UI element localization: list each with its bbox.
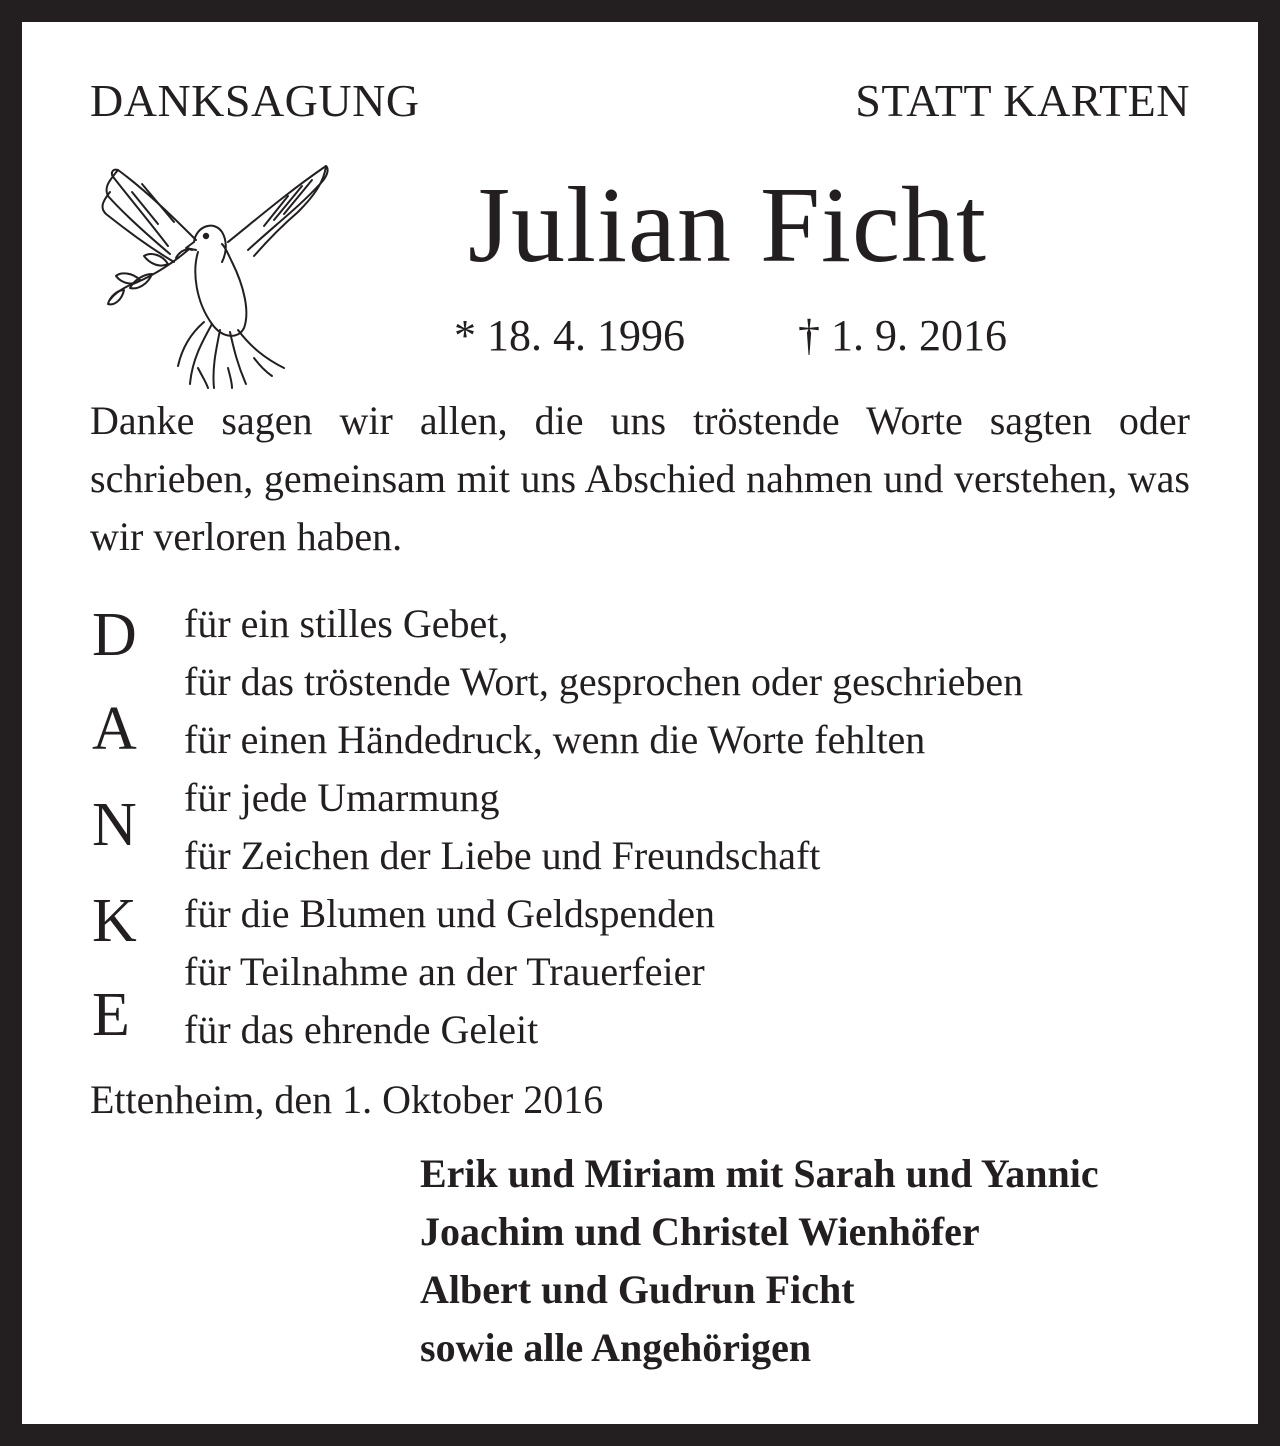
death-date: † 1. 9. 2016 bbox=[798, 311, 1007, 360]
family-line: Erik und Miriam mit Sarah und Yannic bbox=[420, 1151, 1099, 1196]
header-instead-of-cards: STATT KARTEN bbox=[855, 75, 1190, 126]
thanks-line: für Zeichen der Liebe und Freundschaft bbox=[184, 833, 821, 878]
danke-letter: A bbox=[92, 695, 137, 763]
thanks-line: für einen Händedruck, wenn die Worte fehlten bbox=[184, 717, 926, 762]
danke-letter: N bbox=[92, 791, 137, 859]
place-date: Ettenheim, den 1. Oktober 2016 bbox=[90, 1077, 604, 1122]
thanks-line: für ein stilles Gebet, bbox=[184, 601, 509, 646]
family-line: Joachim und Christel Wienhöfer bbox=[420, 1209, 980, 1254]
danke-letter: D bbox=[92, 601, 137, 669]
family-line: Albert und Gudrun Ficht bbox=[420, 1267, 855, 1312]
dove-icon bbox=[88, 162, 338, 392]
thanks-line: für die Blumen und Geldspenden bbox=[184, 891, 715, 936]
thanks-line: für das tröstende Wort, gesprochen oder geschrieben bbox=[184, 659, 1024, 704]
thanks-line: für das ehrende Geleit bbox=[184, 1007, 539, 1052]
deceased-name: Julian Ficht bbox=[468, 166, 987, 285]
obituary-card bbox=[22, 22, 1258, 1424]
thanks-line: für Teilnahme an der Trauerfeier bbox=[184, 949, 705, 994]
thanks-line: für jede Umarmung bbox=[184, 775, 500, 820]
danke-letter: E bbox=[92, 981, 130, 1049]
intro-text: Danke sagen wir allen, die uns tröstende Worte sagten oder schrieben, gemeinsam mit uns Abschied nahmen und verstehen, was wir verloren haben. bbox=[90, 398, 1190, 559]
family-line: sowie alle Angehörigen bbox=[420, 1325, 812, 1370]
danke-letter: K bbox=[92, 887, 137, 955]
header-thanks: DANKSAGUNG bbox=[90, 75, 420, 126]
birth-date: * 18. 4. 1996 bbox=[454, 311, 685, 360]
